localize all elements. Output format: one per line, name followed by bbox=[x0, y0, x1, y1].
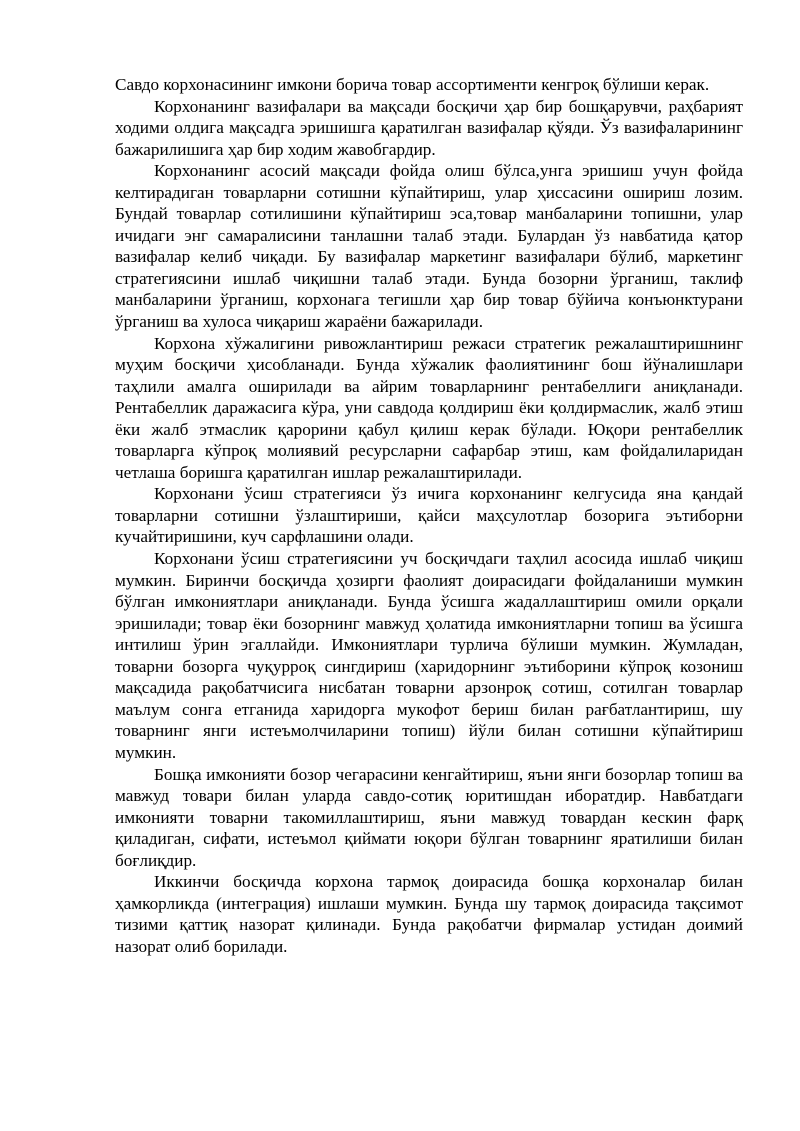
paragraph-4: Корхона хўжалигини ривожлантириш режаси стратегик режалаштиришнинг муҳим босқичи ҳисобланади. Бунда хўжалик фаолиятининг бош йўналишлари таҳлили амалга оширилади ва айрим товарларнинг рентабеллиги аниқланади. Рентабеллик даражасига кўра, уни савдода қолдириш ёки қолдирмаслик, жалб этиш ёки жалб этмаслик қарорини қабул қилиш керак бўлади. Юқори рентабеллик товарларга кўпроқ молиявий ресурсларни сафарбар этиш, кам фойдалиларидан четлаша боришга қаратилган ишлар режалаштирилади. bbox=[115, 333, 743, 482]
paragraph-3: Корхонанинг асосий мақсади фойда олиш бўлса,унга эришиш учун фойда келтирадиган товарларни сотишни кўпайтириш, улар ҳиссасини ошириш лозим. Бундай товарлар сотилишини кўпайтириш эса,товар манбаларини топишни, улар ичидаги энг самаралисини танлашни талаб этади. Булардан ўз навбатида қатор вазифалар келиб чиқади. Бу вазифалар маркетинг вазифалари бўлиб, маркетинг стратегиясини ишлаб чиқишни талаб этади. Бунда бозорни ўрганиш, таклиф манбаларини ўрганиш, корхонага тегишли ҳар бир товар бўйича конъюнктурани ўрганиш ва хулоса чиқариш жараёни бажарилади. bbox=[115, 161, 743, 332]
document-page bbox=[115, 74, 743, 957]
paragraph-8: Иккинчи босқичда корхона тармоқ доирасида бошқа корхоналар билан ҳамкорликда (интеграция) ишлаши мумкин. Бунда шу тармоқ доирасида тақсимот тизими қаттиқ назорат қилинади. Бунда рақобатчи фирмалар устидан доимий назорат олиб борилади. bbox=[115, 872, 743, 956]
paragraph-1: Савдо корхонасининг имкони борича товар ассортименти кенгроқ бўлиши керак. bbox=[115, 75, 710, 94]
paragraph-7: Бошқа имконияти бозор чегарасини кенгайтириш, яъни янги бозорлар топиш ва мавжуд товари билан уларда савдо-сотиқ юритишдан иборатдир. Навбатдаги имконияти товарни такомиллаштириш, яъни мавжуд товардан кескин фарқ қиладиган, сифати, истеъмол қиймати юқори бўлган товарнинг яратилиши билан боғлиқдир. bbox=[115, 764, 743, 870]
paragraph-5: Корхонани ўсиш стратегияси ўз ичига корхонанинг келгусида яна қандай товарларни сотишни ўзлаштириши, қайси маҳсулотлар бозорига эътиборни кучайтиришини, куч сарфлашини олади. bbox=[115, 484, 743, 547]
paragraph-6: Корхонани ўсиш стратегиясини уч босқичдаги таҳлил асосида ишлаб чиқиш мумкин. Биринчи босқичда ҳозирги фаолият доирасидаги фойдаланиши мумкин бўлган имкониятлари аниқланади. Бунда ўсишга жадаллаштириш омили орқали эришилади; товар ёки бозорнинг мавжуд ҳолатида имкониятларни топиш ва ўсишга интилиш ўрин эгаллайди. Имкониятлари турлича бўлиши мумкин. Жумладан, товарни бозорга чуқурроқ сингдириш (харидорнинг эътиборини кўпроқ козониш мақсадида рақобатчисига нисбатан товарни арзонроқ сотиш, сотилган товарлар маълум сонга етганида харидорга мукофот бериш билан рағбатлантириш, шу товарнинг янги истеъмолчиларини топиш) йўли билан сотишни кўпайтириш мумкин. bbox=[115, 549, 743, 762]
paragraph-2: Корхонанинг вазифалари ва мақсади босқичи ҳар бир бошқарувчи, раҳбарият ходими олдига мақсадга эришишга қаратилган вазифалар қўяди. Ўз вазифаларининг бажарилишига ҳар бир ходим жавобгардир. bbox=[115, 96, 743, 159]
